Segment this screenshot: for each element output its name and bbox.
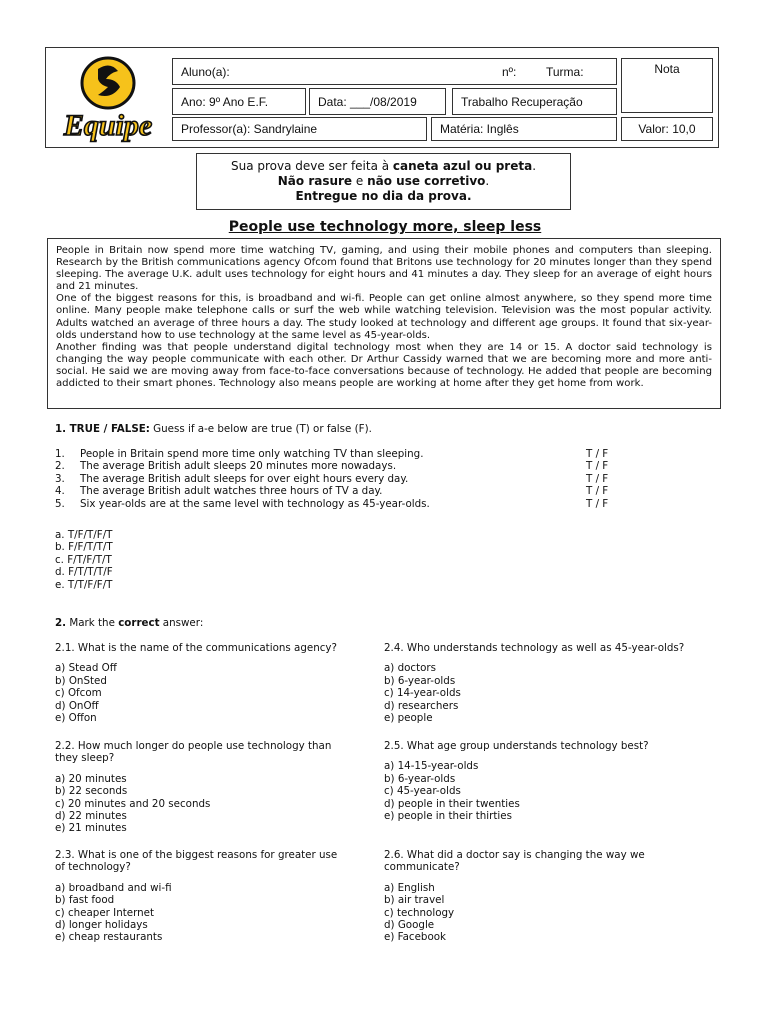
notice-text: . bbox=[485, 174, 490, 188]
statement-number: 3. bbox=[55, 472, 65, 485]
nota-label: Nota bbox=[654, 62, 680, 76]
answer-option[interactable]: e) people bbox=[384, 712, 433, 724]
true-false-choice[interactable]: T / F bbox=[586, 485, 609, 498]
true-false-choice[interactable]: T / F bbox=[586, 497, 609, 510]
answer-option[interactable]: e) Offon bbox=[55, 712, 97, 724]
answer-option[interactable]: d) longer holidays bbox=[55, 919, 148, 931]
answer-option[interactable]: e) people in their thirties bbox=[384, 810, 512, 822]
answer-option[interactable]: d. F/T/T/T/F bbox=[55, 566, 113, 579]
statement-text: The average British adult sleeps 20 minutes more nowadays. bbox=[80, 460, 397, 473]
valor-text: Valor: 10,0 bbox=[638, 122, 696, 136]
trabalho-field bbox=[452, 88, 617, 115]
question-text: 2.5. What age group understands technology best? bbox=[384, 740, 649, 752]
notice-text: Sua prova deve ser feita à bbox=[230, 159, 393, 173]
answer-option[interactable]: d) Google bbox=[384, 919, 435, 931]
professor-field bbox=[172, 117, 427, 141]
answer-option[interactable]: d) OnOff bbox=[55, 699, 99, 712]
ano-text: Ano: 9º Ano E.F. bbox=[181, 94, 269, 109]
answer-option[interactable]: c) 45-year-olds bbox=[384, 785, 461, 798]
article-title: People use technology more, sleep less bbox=[228, 219, 542, 235]
answer-option[interactable]: c) cheaper Internet bbox=[55, 906, 155, 919]
q2-heading-text: Mark the bbox=[66, 617, 119, 629]
answer-option[interactable]: c) Ofcom bbox=[55, 687, 102, 700]
answer-option[interactable]: d) people in their twenties bbox=[384, 797, 520, 810]
ano-field bbox=[172, 88, 306, 115]
materia-text: Matéria: Inglês bbox=[440, 122, 519, 136]
answer-option[interactable]: a) doctors bbox=[384, 662, 437, 675]
answer-option[interactable]: e) 21 minutes bbox=[55, 822, 127, 835]
data-text: Data: ___/08/2019 bbox=[318, 94, 417, 109]
data-field[interactable] bbox=[309, 88, 446, 115]
question-text: 2.6. What did a doctor say is changing the way we bbox=[384, 849, 645, 861]
answer-option[interactable]: c) 20 minutes and 20 seconds bbox=[55, 797, 211, 810]
statement-number: 1. bbox=[55, 448, 65, 460]
notice-text: e bbox=[352, 174, 368, 188]
statement-text: The average British adult sleeps for over eight hours every day. bbox=[80, 472, 409, 485]
answer-option[interactable]: e. T/T/F/F/T bbox=[55, 578, 113, 591]
statement-number: 5. bbox=[55, 497, 65, 510]
article-paragraph: Another finding was that people understand digital technology most when they are 14 or 15. A doctor said technology is changing the way people communicate with each other. Dr Arthur Cassidy warned that we are becoming more and more anti-social. He said we are moving away from face-to-face conversations because of technology. He added that people are becoming addicted to their smart phones. Technology also means people are working at home after they get home from work. bbox=[56, 341, 712, 390]
notice-bold: caneta azul ou preta bbox=[392, 159, 533, 173]
question-text: they sleep? bbox=[55, 752, 115, 765]
answer-option[interactable]: b) air travel bbox=[384, 894, 445, 907]
answer-option[interactable]: a) 14-15-year-olds bbox=[384, 760, 479, 773]
trabalho-text: Trabalho Recuperação bbox=[461, 94, 583, 109]
professor-text: Professor(a): Sandrylaine bbox=[181, 122, 318, 136]
article-paragraph: People in Britain now spend more time watching TV, gaming, and using their mobile phones and computers than sleeping. Research by the British communications agency Ofcom found that Britons use technology for 20 minutes longer than they spend sleeping. The average U.K. adult uses technology for eight hours and 41 minutes a day. They sleep for an average of eight hours and 21 minutes. bbox=[56, 245, 712, 293]
question-text: of technology? bbox=[55, 861, 131, 874]
q2-heading bbox=[55, 617, 203, 629]
answer-option[interactable]: c) 14-year-olds bbox=[384, 687, 461, 700]
answer-option[interactable]: a) English bbox=[384, 881, 435, 894]
answer-option[interactable]: e) Facebook bbox=[384, 931, 447, 944]
question-text: communicate? bbox=[384, 861, 460, 874]
answer-option[interactable]: c. F/T/F/T/T bbox=[55, 553, 112, 566]
answer-option[interactable]: a) broadband and wi-fi bbox=[55, 881, 172, 894]
equipe-logo bbox=[50, 55, 166, 145]
q2-heading-bold: correct bbox=[118, 617, 160, 629]
true-false-choice[interactable]: T / F bbox=[586, 472, 609, 485]
true-false-choice[interactable]: T / F bbox=[586, 460, 609, 473]
q1-heading bbox=[55, 423, 372, 435]
answer-option[interactable]: a) Stead Off bbox=[55, 662, 117, 675]
notice-bold: Não rasure bbox=[277, 174, 353, 188]
notice-bold: Entregue no dia da prova. bbox=[295, 189, 472, 203]
q1-heading-bold: 1. TRUE / FALSE: bbox=[55, 423, 150, 435]
article-paragraph: One of the biggest reasons for this, is broadband and wi-fi. People can get online almost anywhere, so they spend more time online. Many people make telephone calls or surf the web while watching television. Television was the most popular activity. Adults watched an average of three hours a day. The study looked at technology and different age groups. It found that six-year-olds understand how to use technology at the same level as 45-year-olds. bbox=[56, 293, 712, 341]
q1-heading-text: Guess if a-e below are true (T) or false (F). bbox=[149, 423, 372, 435]
aluno-label: Aluno(a): bbox=[181, 64, 230, 79]
question-text: 2.2. How much longer do people use technology than bbox=[55, 740, 332, 752]
answer-option[interactable]: d) researchers bbox=[384, 699, 459, 712]
instructions-notice bbox=[196, 153, 571, 210]
turma-label: Turma: bbox=[546, 64, 584, 79]
question-text: 2.3. What is one of the biggest reasons for greater use bbox=[55, 849, 338, 861]
answer-option[interactable]: a. T/F/T/F/T bbox=[55, 529, 113, 541]
statement-text: Six year-olds are at the same level with technology as 45-year-olds. bbox=[80, 497, 430, 510]
answer-option[interactable]: a) 20 minutes bbox=[55, 772, 127, 785]
answer-option[interactable]: e) cheap restaurants bbox=[55, 931, 163, 944]
notice-bold: não use corretivo bbox=[367, 174, 486, 188]
true-false-choice[interactable]: T / F bbox=[586, 448, 609, 460]
notice-text: . bbox=[532, 159, 537, 173]
article-body bbox=[47, 238, 721, 409]
logo-text: Equipe bbox=[63, 109, 153, 142]
answer-option[interactable]: b) 6-year-olds bbox=[384, 772, 456, 785]
question-text: 2.4. Who understands technology as well as 45-year-olds? bbox=[384, 642, 685, 654]
aluno-field[interactable] bbox=[172, 58, 617, 85]
answer-option[interactable]: d) 22 minutes bbox=[55, 810, 127, 822]
statement-number: 4. bbox=[55, 485, 65, 498]
materia-field bbox=[431, 117, 617, 141]
numero-label: nº: bbox=[502, 64, 517, 79]
statement-number: 2. bbox=[55, 460, 65, 473]
nota-box[interactable] bbox=[621, 58, 713, 113]
answer-option[interactable]: b. F/F/T/T/T bbox=[55, 541, 113, 554]
answer-option[interactable]: c) technology bbox=[384, 906, 455, 919]
statement-text: People in Britain spend more time only watching TV than sleeping. bbox=[80, 448, 424, 460]
answer-option[interactable]: b) 6-year-olds bbox=[384, 674, 456, 687]
question-text: 2.1. What is the name of the communications agency? bbox=[55, 642, 337, 654]
statement-text: The average British adult watches three hours of TV a day. bbox=[80, 485, 383, 498]
q2-heading-text: answer: bbox=[159, 617, 204, 629]
q2-heading-bold: 2. bbox=[55, 617, 67, 629]
valor-field bbox=[621, 117, 713, 141]
answer-option[interactable]: b) 22 seconds bbox=[55, 785, 128, 798]
answer-option[interactable]: b) OnSted bbox=[55, 674, 107, 687]
answer-option[interactable]: b) fast food bbox=[55, 894, 115, 907]
